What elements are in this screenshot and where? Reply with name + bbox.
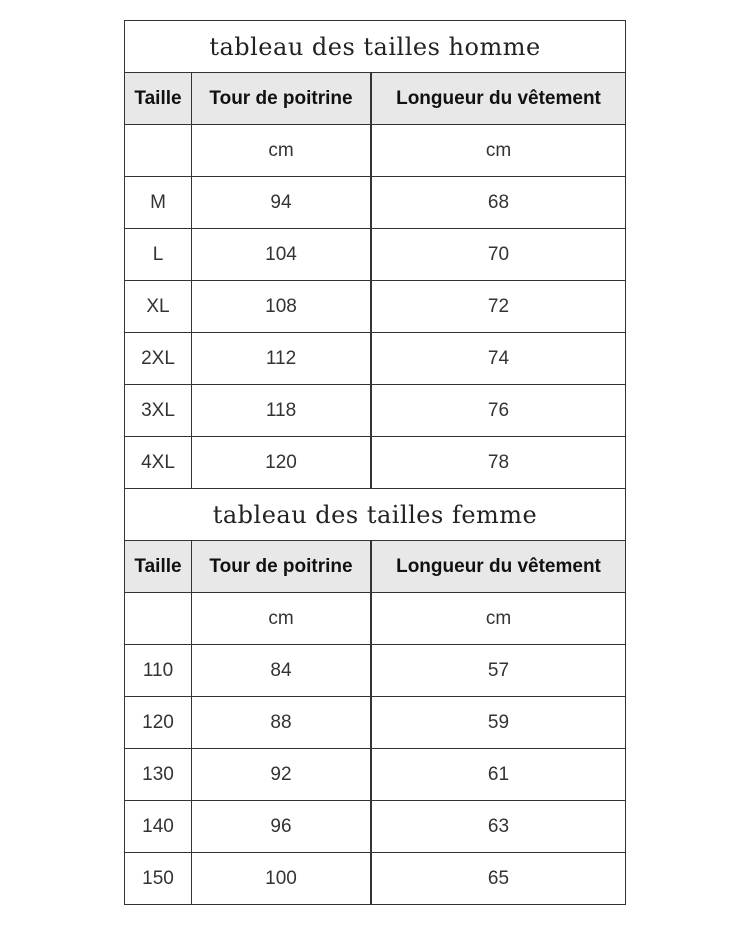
table-row (125, 281, 626, 333)
table-row (125, 229, 626, 281)
length-cell: 61 (372, 749, 626, 801)
length-cell: 70 (372, 229, 626, 281)
length-cell: 59 (372, 697, 626, 749)
size-cell: 140 (125, 801, 192, 853)
unit-size (125, 593, 192, 645)
size-cell: M (125, 177, 192, 229)
table-row (125, 645, 626, 697)
table-row (125, 437, 626, 489)
chest-cell: 84 (192, 645, 372, 697)
size-cell: 110 (125, 645, 192, 697)
length-cell: 63 (372, 801, 626, 853)
unit-size (125, 125, 192, 177)
length-cell: 65 (372, 853, 626, 905)
size-cell: 150 (125, 853, 192, 905)
header-size: Taille (125, 541, 192, 593)
header-length: Longueur du vêtement (372, 73, 626, 125)
size-cell: XL (125, 281, 192, 333)
unit-chest: cm (192, 125, 372, 177)
table-row (125, 385, 626, 437)
size-chart (124, 20, 626, 905)
length-cell: 78 (372, 437, 626, 489)
chest-cell: 100 (192, 853, 372, 905)
size-cell: L (125, 229, 192, 281)
length-cell: 74 (372, 333, 626, 385)
unit-length: cm (372, 593, 626, 645)
size-cell: 4XL (125, 437, 192, 489)
unit-length: cm (372, 125, 626, 177)
size-cell: 2XL (125, 333, 192, 385)
chest-cell: 94 (192, 177, 372, 229)
table-row (125, 749, 626, 801)
chest-cell: 104 (192, 229, 372, 281)
size-cell: 3XL (125, 385, 192, 437)
men-header-row (125, 73, 626, 125)
chest-cell: 118 (192, 385, 372, 437)
size-cell: 130 (125, 749, 192, 801)
chest-cell: 120 (192, 437, 372, 489)
women-table-title: tableau des tailles femme (125, 489, 626, 541)
header-chest: Tour de poitrine (192, 73, 372, 125)
table-row (125, 177, 626, 229)
table-row (125, 853, 626, 905)
chest-cell: 108 (192, 281, 372, 333)
women-header-row (125, 541, 626, 593)
chest-cell: 96 (192, 801, 372, 853)
chest-cell: 88 (192, 697, 372, 749)
table-row (125, 697, 626, 749)
header-size: Taille (125, 73, 192, 125)
women-units-row (125, 593, 626, 645)
unit-chest: cm (192, 593, 372, 645)
table-row (125, 333, 626, 385)
length-cell: 72 (372, 281, 626, 333)
length-cell: 57 (372, 645, 626, 697)
chest-cell: 112 (192, 333, 372, 385)
men-units-row (125, 125, 626, 177)
size-cell: 120 (125, 697, 192, 749)
men-table-title: tableau des tailles homme (125, 21, 626, 73)
table-row (125, 801, 626, 853)
chest-cell: 92 (192, 749, 372, 801)
length-cell: 68 (372, 177, 626, 229)
length-cell: 76 (372, 385, 626, 437)
header-chest: Tour de poitrine (192, 541, 372, 593)
header-length: Longueur du vêtement (372, 541, 626, 593)
